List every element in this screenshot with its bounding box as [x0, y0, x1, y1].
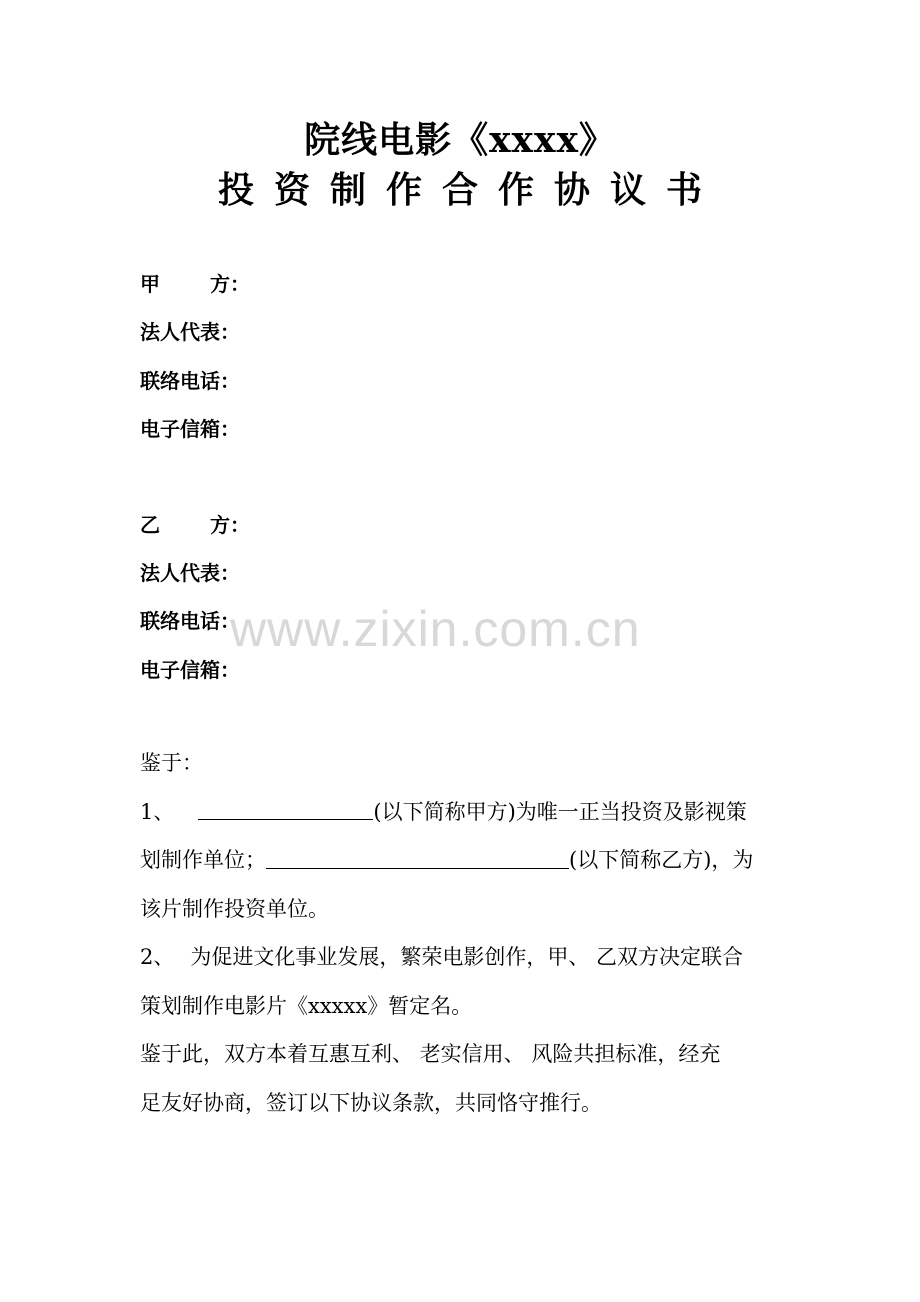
whereas-heading: 鉴于：: [140, 751, 203, 775]
watermark: www.zixin.com.cn: [230, 601, 641, 657]
party-b-label-suffix: 方：: [210, 513, 250, 537]
item-2-number: 2、: [140, 945, 175, 969]
party-b-phone-label: 联络电话：: [140, 609, 240, 633]
party-b-label-char: 乙: [140, 513, 210, 537]
party-a-name-blank: [198, 799, 373, 820]
party-b-legal-rep-label: 法人代表：: [140, 561, 240, 585]
whereas-section: [140, 739, 790, 1127]
whereas-item-1-line-2: [140, 836, 790, 885]
party-b-name-field: [140, 509, 250, 538]
party-a-legal-rep-label: 法人代表：: [140, 320, 240, 344]
party-a-name-field: [140, 268, 250, 297]
whereas-item-2-line-1: [140, 933, 790, 982]
whereas-item-1-line-3: 该片制作投资单位。: [140, 896, 329, 921]
party-a-label-char: 甲: [140, 272, 210, 296]
party-b-email-label: 电子信箱：: [140, 658, 240, 682]
closing-line-1: 鉴于此，双方本着互惠互利、 老实信用、 风险共担标准，经充: [140, 1042, 721, 1066]
item-2-text-a: 为促进文化事业发展，繁荣电影创作，甲、 乙双方决定联合: [190, 945, 744, 969]
item-1-text-b: 划制作单位；: [140, 848, 266, 872]
party-a-phone-label: 联络电话：: [140, 369, 240, 393]
whereas-item-2-line-2: 策划制作电影片《xxxxx》暂定名。: [140, 993, 473, 1018]
closing-line-2: 足友好协商，签订以下协议条款，共同恪守推行。: [140, 1090, 602, 1115]
whereas-item-1-line-1: [140, 788, 790, 837]
document-subtitle: 投资制作合作协议书: [217, 169, 722, 211]
party-a-email-label: 电子信箱：: [140, 417, 240, 441]
item-1-text-a: (以下简称甲方)为唯一正当投资及影视策: [373, 799, 747, 824]
item-1-text-c: (以下简称乙方)，为: [569, 848, 754, 872]
party-b-name-blank: [266, 848, 569, 869]
item-1-number: 1、: [140, 799, 175, 824]
document-title: 院线电影《xxxx》: [304, 119, 616, 161]
party-a-label-suffix: 方：: [210, 272, 250, 296]
